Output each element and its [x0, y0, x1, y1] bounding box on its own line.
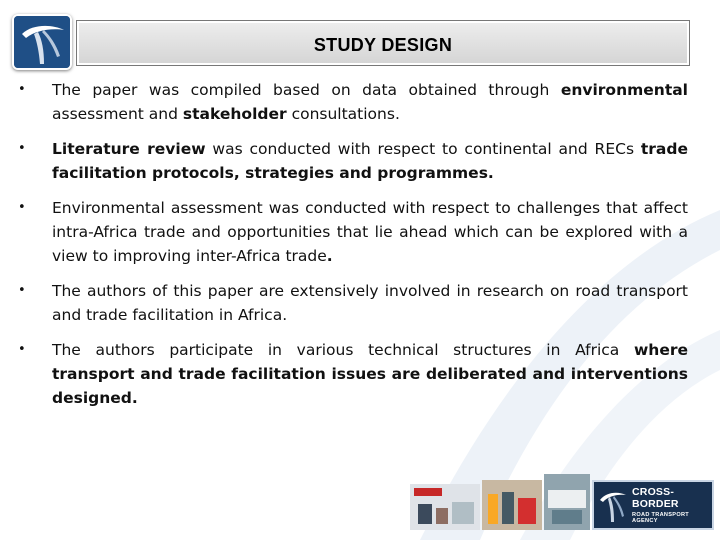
bullet-marker: •	[18, 283, 26, 298]
cbrta-swoosh-icon	[14, 16, 70, 68]
bullet-marker: •	[18, 200, 26, 215]
agency-subtitle: ROAD TRANSPORT AGENCY	[632, 512, 690, 524]
bullet-marker: •	[18, 342, 26, 357]
list-item	[10, 196, 688, 268]
bullet-emphasis: trade facilitation protocols, strategies and programmes.	[52, 140, 688, 182]
bullet-emphasis: where transport and trade facilitation issues are deliberated and interventions designed.	[52, 341, 688, 407]
bullet-text: The authors of this paper are extensively involved in research on road transport and trade facilitation in Africa.	[52, 282, 688, 324]
list-item	[10, 279, 688, 327]
bullet-list	[10, 78, 688, 421]
bullet-marker: •	[18, 141, 26, 156]
header-logo	[12, 14, 72, 70]
list-item	[10, 137, 688, 185]
bullet-text: The paper was compiled based on data obtained through	[52, 81, 561, 99]
bullet-text: The authors participate in various technical structures in Africa	[52, 341, 634, 359]
agency-name: CROSS-BORDER	[632, 486, 679, 510]
bullet-emphasis: environmental	[560, 81, 688, 99]
bullet-text: assessment and	[52, 105, 183, 123]
bullet-text: Environmental assessment was conducted with respect to challenges that affect intra-Africa trade and opportunities that lie ahead which can be explored with a view to improving inter-Africa trade	[52, 199, 688, 265]
bullet-emphasis: stakeholder	[182, 105, 287, 123]
cbrta-swoosh-icon	[598, 486, 628, 524]
photo-collage-icon	[410, 474, 590, 530]
bullet-emphasis: Literature review	[52, 140, 206, 158]
corner-logo	[592, 480, 714, 530]
list-item	[10, 338, 688, 410]
bullet-marker: •	[18, 82, 26, 97]
title-bar	[76, 20, 690, 66]
bullet-emphasis: .	[326, 247, 333, 265]
corner-logo-text	[632, 486, 712, 524]
list-item	[10, 78, 688, 126]
bullet-text: was conducted with respect to continental and RECs	[205, 140, 641, 158]
photo-collage	[410, 474, 590, 530]
bullet-text: consultations.	[286, 105, 400, 123]
slide-title: STUDY DESIGN	[313, 34, 453, 55]
